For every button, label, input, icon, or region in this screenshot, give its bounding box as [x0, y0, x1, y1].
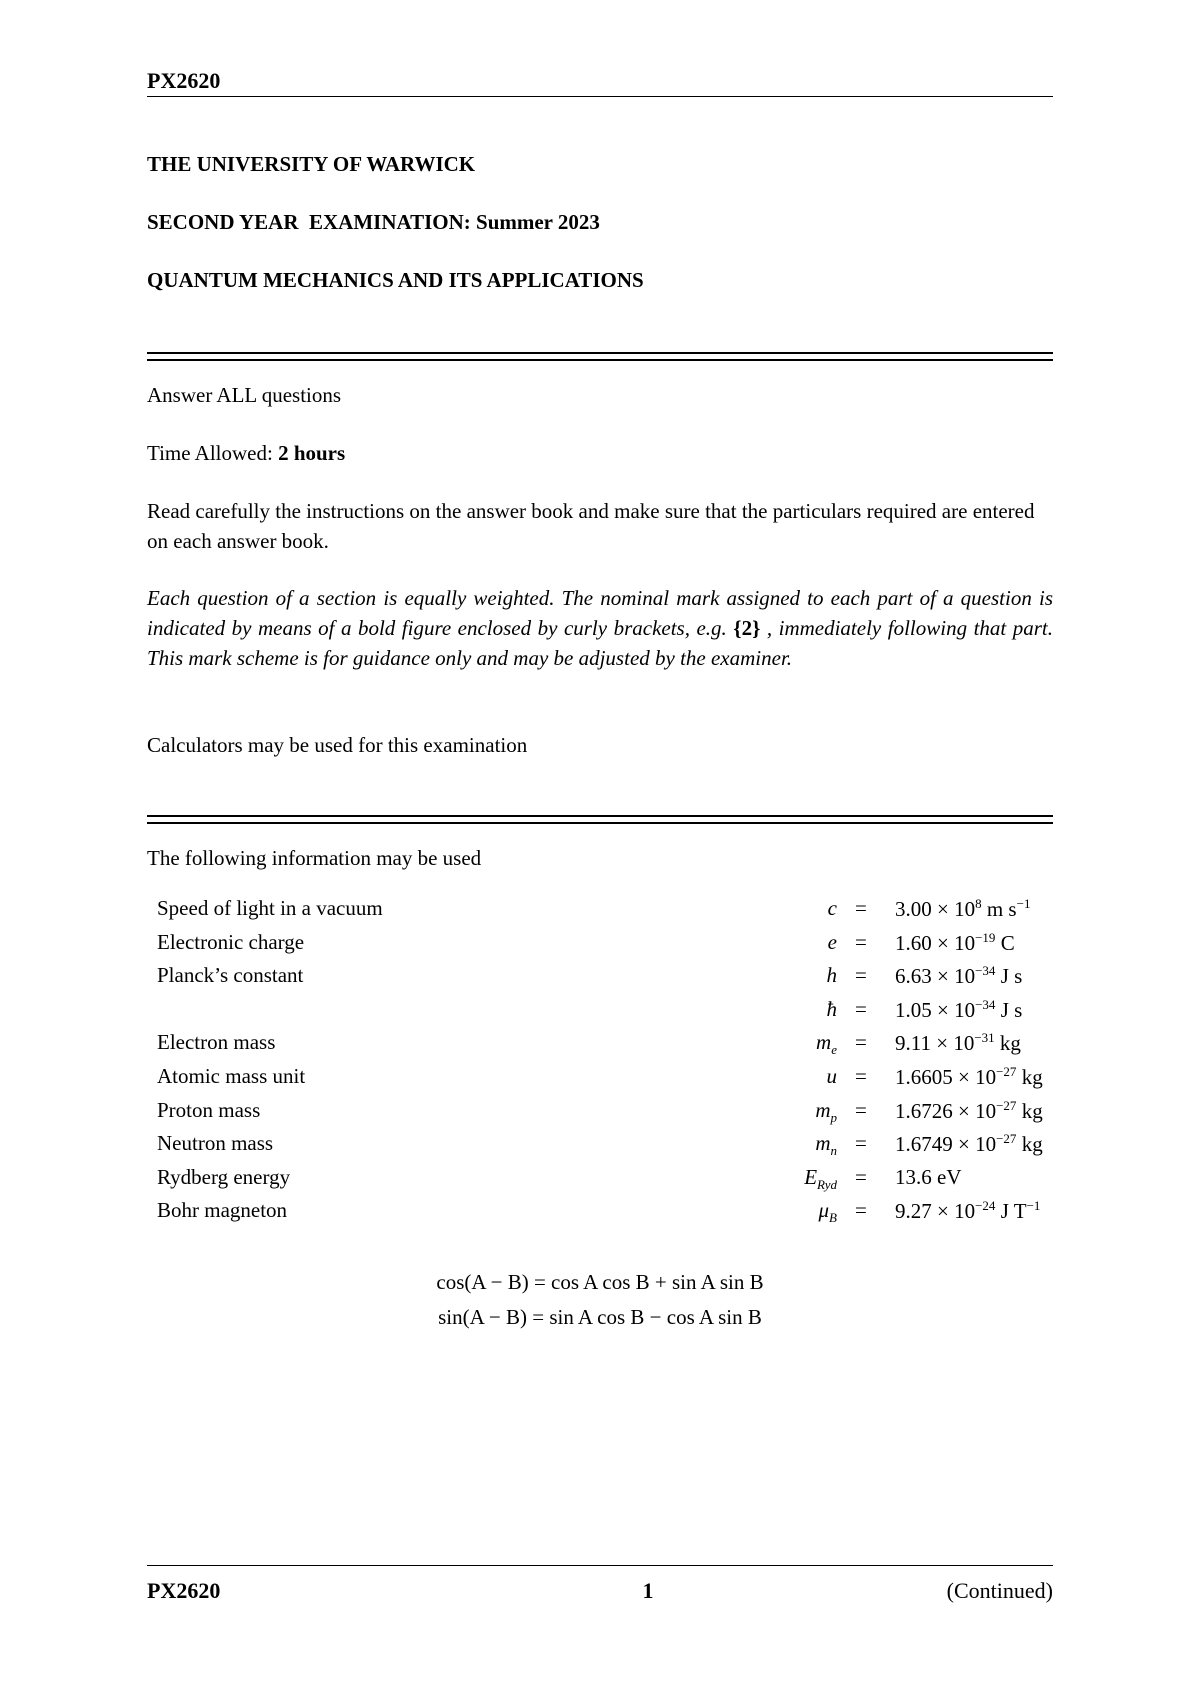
- constant-label: Proton mass: [157, 1097, 261, 1122]
- read-instruction: Read carefully the instructions on the answer book and make sure that the particulars required are entered on each answer book.: [147, 499, 1035, 553]
- constant-value: $9.11 \times 10^{-31}$ kg: [895, 1030, 1021, 1056]
- constant-value: $1.6749 \times 10^{-27}$ kg: [895, 1131, 1043, 1157]
- constants-table: [157, 896, 1077, 1232]
- course-title: QUANTUM MECHANICS AND ITS APPLICATIONS: [147, 268, 644, 292]
- constant-label: Planck’s constant: [157, 963, 304, 988]
- constant-symbol: $m_n$: [815, 1131, 837, 1159]
- constant-value: $1.05 \times 10^{-34}$ J s: [895, 996, 1023, 1022]
- constant-row: [157, 1131, 1077, 1165]
- calculator-instruction: Calculators may be used for this examination: [147, 733, 528, 757]
- constant-row: [157, 1198, 1077, 1232]
- header-course-code: PX2620: [147, 68, 221, 93]
- constant-value: $9.27 \times 10^{-24}$ J $T^{-1}$: [895, 1198, 1041, 1224]
- constant-value: 13.6 eV: [895, 1164, 962, 1189]
- constant-value: $6.63 \times 10^{-34}$ J s: [895, 963, 1023, 989]
- constant-value: $3.00 \times 10^8$ m $s^{-1}$: [895, 896, 1031, 921]
- constant-label: Atomic mass unit: [157, 1063, 306, 1088]
- constant-symbol: $m_e$: [816, 1030, 837, 1058]
- formula-sin-difference: sin(A − B) = sin A cos B − cos A sin B: [438, 1305, 762, 1329]
- constant-label: Electronic charge: [157, 929, 305, 954]
- constant-symbol: $m_p$: [815, 1097, 837, 1125]
- constant-label: Speed of light in a vacuum: [157, 896, 383, 920]
- constant-label: Bohr magneton: [157, 1198, 288, 1223]
- equals-sign: =: [855, 1030, 867, 1055]
- time-value: 2 hours: [278, 441, 346, 465]
- section-divider-top: [147, 352, 1053, 361]
- constant-value: $1.6605 \times 10^{-27}$ kg: [895, 1063, 1043, 1089]
- equals-sign: =: [855, 1164, 867, 1189]
- constant-row: [157, 1030, 1077, 1064]
- constant-row: [157, 896, 1077, 930]
- time-label: Time Allowed:: [147, 441, 279, 465]
- time-allowed: [147, 438, 1053, 468]
- constant-value: $1.6726 \times 10^{-27}$ kg: [895, 1097, 1043, 1123]
- section-divider-bottom: [147, 815, 1053, 824]
- constant-row: [157, 997, 1077, 1031]
- equals-sign: =: [855, 1063, 867, 1088]
- constant-row: [157, 1165, 1077, 1199]
- constant-symbol: $E_{Ryd}$: [804, 1164, 837, 1192]
- continued-label: (Continued): [946, 1578, 1053, 1603]
- constant-row: [157, 963, 1077, 997]
- marks-instruction: [147, 583, 1053, 673]
- constant-label: Neutron mass: [157, 1131, 274, 1156]
- university-title: THE UNIVERSITY OF WARWICK: [147, 152, 476, 176]
- answer-instruction: Answer ALL questions: [147, 383, 342, 407]
- equals-sign: =: [855, 896, 867, 920]
- marks-text-after: , immediately following that part. This mark scheme is for guidance only and may be adjusted by the examiner.: [147, 616, 1053, 670]
- equals-sign: =: [855, 1131, 867, 1156]
- equals-sign: =: [855, 1097, 867, 1122]
- constant-symbol: e: [827, 929, 837, 954]
- page-number: 1: [642, 1578, 654, 1603]
- equals-sign: =: [855, 929, 867, 954]
- marks-text-before: Each question of a section is equally weighted. The nominal mark assigned to each part of a question is indicated by means of a bold figure enclosed by curly brackets, e.g.: [147, 586, 1053, 640]
- equals-sign: =: [855, 996, 867, 1021]
- constant-row: [157, 930, 1077, 964]
- constant-symbol: u: [826, 1063, 837, 1088]
- formula-cos-difference: cos(A − B) = cos A cos B + sin A sin B: [436, 1270, 764, 1294]
- constant-value: $1.60 \times 10^{-19}$ C: [895, 929, 1015, 955]
- constant-symbol: h: [826, 963, 837, 988]
- constant-label: Rydberg energy: [157, 1164, 291, 1189]
- constant-symbol: ħ: [826, 996, 837, 1021]
- equals-sign: =: [855, 963, 867, 988]
- info-intro: The following information may be used: [147, 846, 482, 870]
- footer-course-code: PX2620: [147, 1578, 221, 1603]
- marks-example: {2}: [733, 616, 761, 640]
- constant-row: [157, 1064, 1077, 1098]
- equals-sign: =: [855, 1198, 867, 1223]
- header-rule: [147, 96, 1053, 97]
- constant-symbol: c: [827, 896, 837, 920]
- footer-rule: [147, 1565, 1053, 1566]
- constant-label: Electron mass: [157, 1030, 276, 1055]
- constant-row: [157, 1098, 1077, 1132]
- constant-symbol: $\mu_B$: [818, 1198, 837, 1226]
- exam-title: SECOND YEAR EXAMINATION: Summer 2023: [147, 210, 600, 234]
